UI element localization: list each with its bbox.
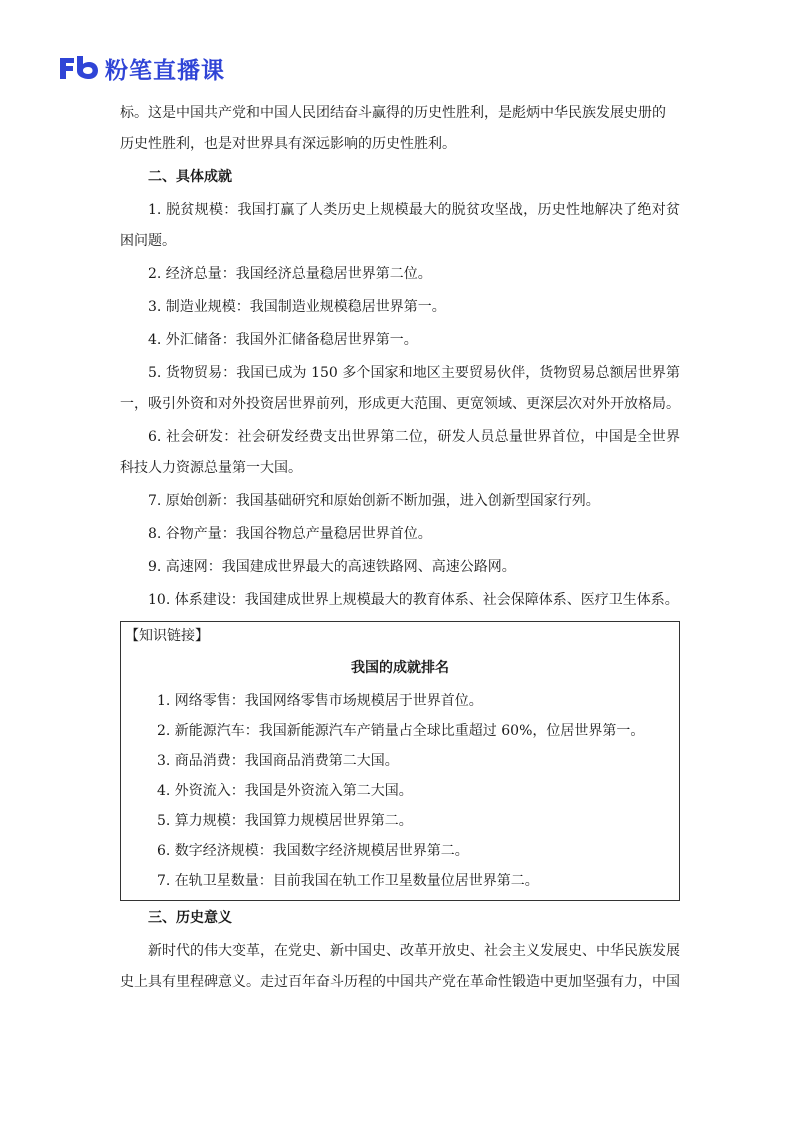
achievement-item: 3. 制造业规模：我国制造业规模稳居世界第一。	[148, 299, 446, 315]
document-body	[120, 98, 680, 998]
achievement-item: 8. 谷物产量：我国谷物总产量稳居世界首位。	[148, 526, 432, 542]
ranking-item: 2. 新能源汽车：我国新能源汽车产销量占全球比重超过 60%，位居世界第一。	[157, 723, 645, 739]
intro-line-1: 标。这是中国共产党和中国人民团结奋斗赢得的历史性胜利，是彪炳中华民族发展史册的	[120, 105, 666, 121]
header-logo	[57, 50, 225, 86]
ranking-item: 5. 算力规模：我国算力规模居世界第二。	[157, 813, 413, 829]
ranking-item: 4. 外资流入：我国是外资流入第二大国。	[157, 783, 413, 799]
section-3-heading: 三、历史意义	[148, 910, 232, 926]
ranking-item: 1. 网络零售：我国网络零售市场规模居于世界首位。	[157, 693, 483, 709]
section-3-paragraph: 新时代的伟大变革，在党史、新中国史、改革开放史、社会主义发展史、中华民族发展史上具有里程碑意义。走过百年奋斗历程的中国共产党在革命性锻造中更加坚强有力，中国	[120, 943, 680, 990]
achievement-item: 4. 外汇储备：我国外汇储备稳居世界第一。	[148, 332, 418, 348]
knowledge-link-label: 【知识链接】	[125, 628, 209, 644]
achievement-item: 9. 高速网：我国建成世界最大的高速铁路网、高速公路网。	[148, 559, 516, 575]
knowledge-link-box	[120, 621, 680, 901]
ranking-item: 7. 在轨卫星数量：目前我国在轨工作卫星数量位居世界第二。	[157, 873, 539, 889]
knowledge-box-title: 我国的成就排名	[351, 660, 449, 676]
achievement-item: 6. 社会研发：社会研发经费支出世界第二位，研发人员总量世界首位，中国是全世界科技人力资源总量第一大国。	[120, 429, 680, 476]
achievement-item: 1. 脱贫规模：我国打赢了人类历史上规模最大的脱贫攻坚战，历史性地解决了绝对贫困问题。	[120, 202, 680, 249]
fenbi-logo-icon	[57, 53, 101, 83]
intro-line-2: 历史性胜利，也是对世界具有深远影响的历史性胜利。	[120, 136, 456, 152]
ranking-item: 3. 商品消费：我国商品消费第二大国。	[157, 753, 399, 769]
achievement-item: 10. 体系建设：我国建成世界上规模最大的教育体系、社会保障体系、医疗卫生体系。	[148, 592, 679, 608]
section-2-heading: 二、具体成就	[148, 169, 232, 185]
logo-text: 粉笔直播课	[105, 57, 225, 84]
achievement-item: 2. 经济总量：我国经济总量稳居世界第二位。	[148, 266, 432, 282]
achievement-item: 5. 货物贸易：我国已成为 150 多个国家和地区主要贸易伙伴，货物贸易总额居世界第一，吸引外资和对外投资居世界前列，形成更大范围、更宽领域、更深层次对外开放格局。	[120, 365, 680, 412]
ranking-item: 6. 数字经济规模：我国数字经济规模居世界第二。	[157, 843, 469, 859]
achievement-item: 7. 原始创新：我国基础研究和原始创新不断加强，进入创新型国家行列。	[148, 493, 600, 509]
